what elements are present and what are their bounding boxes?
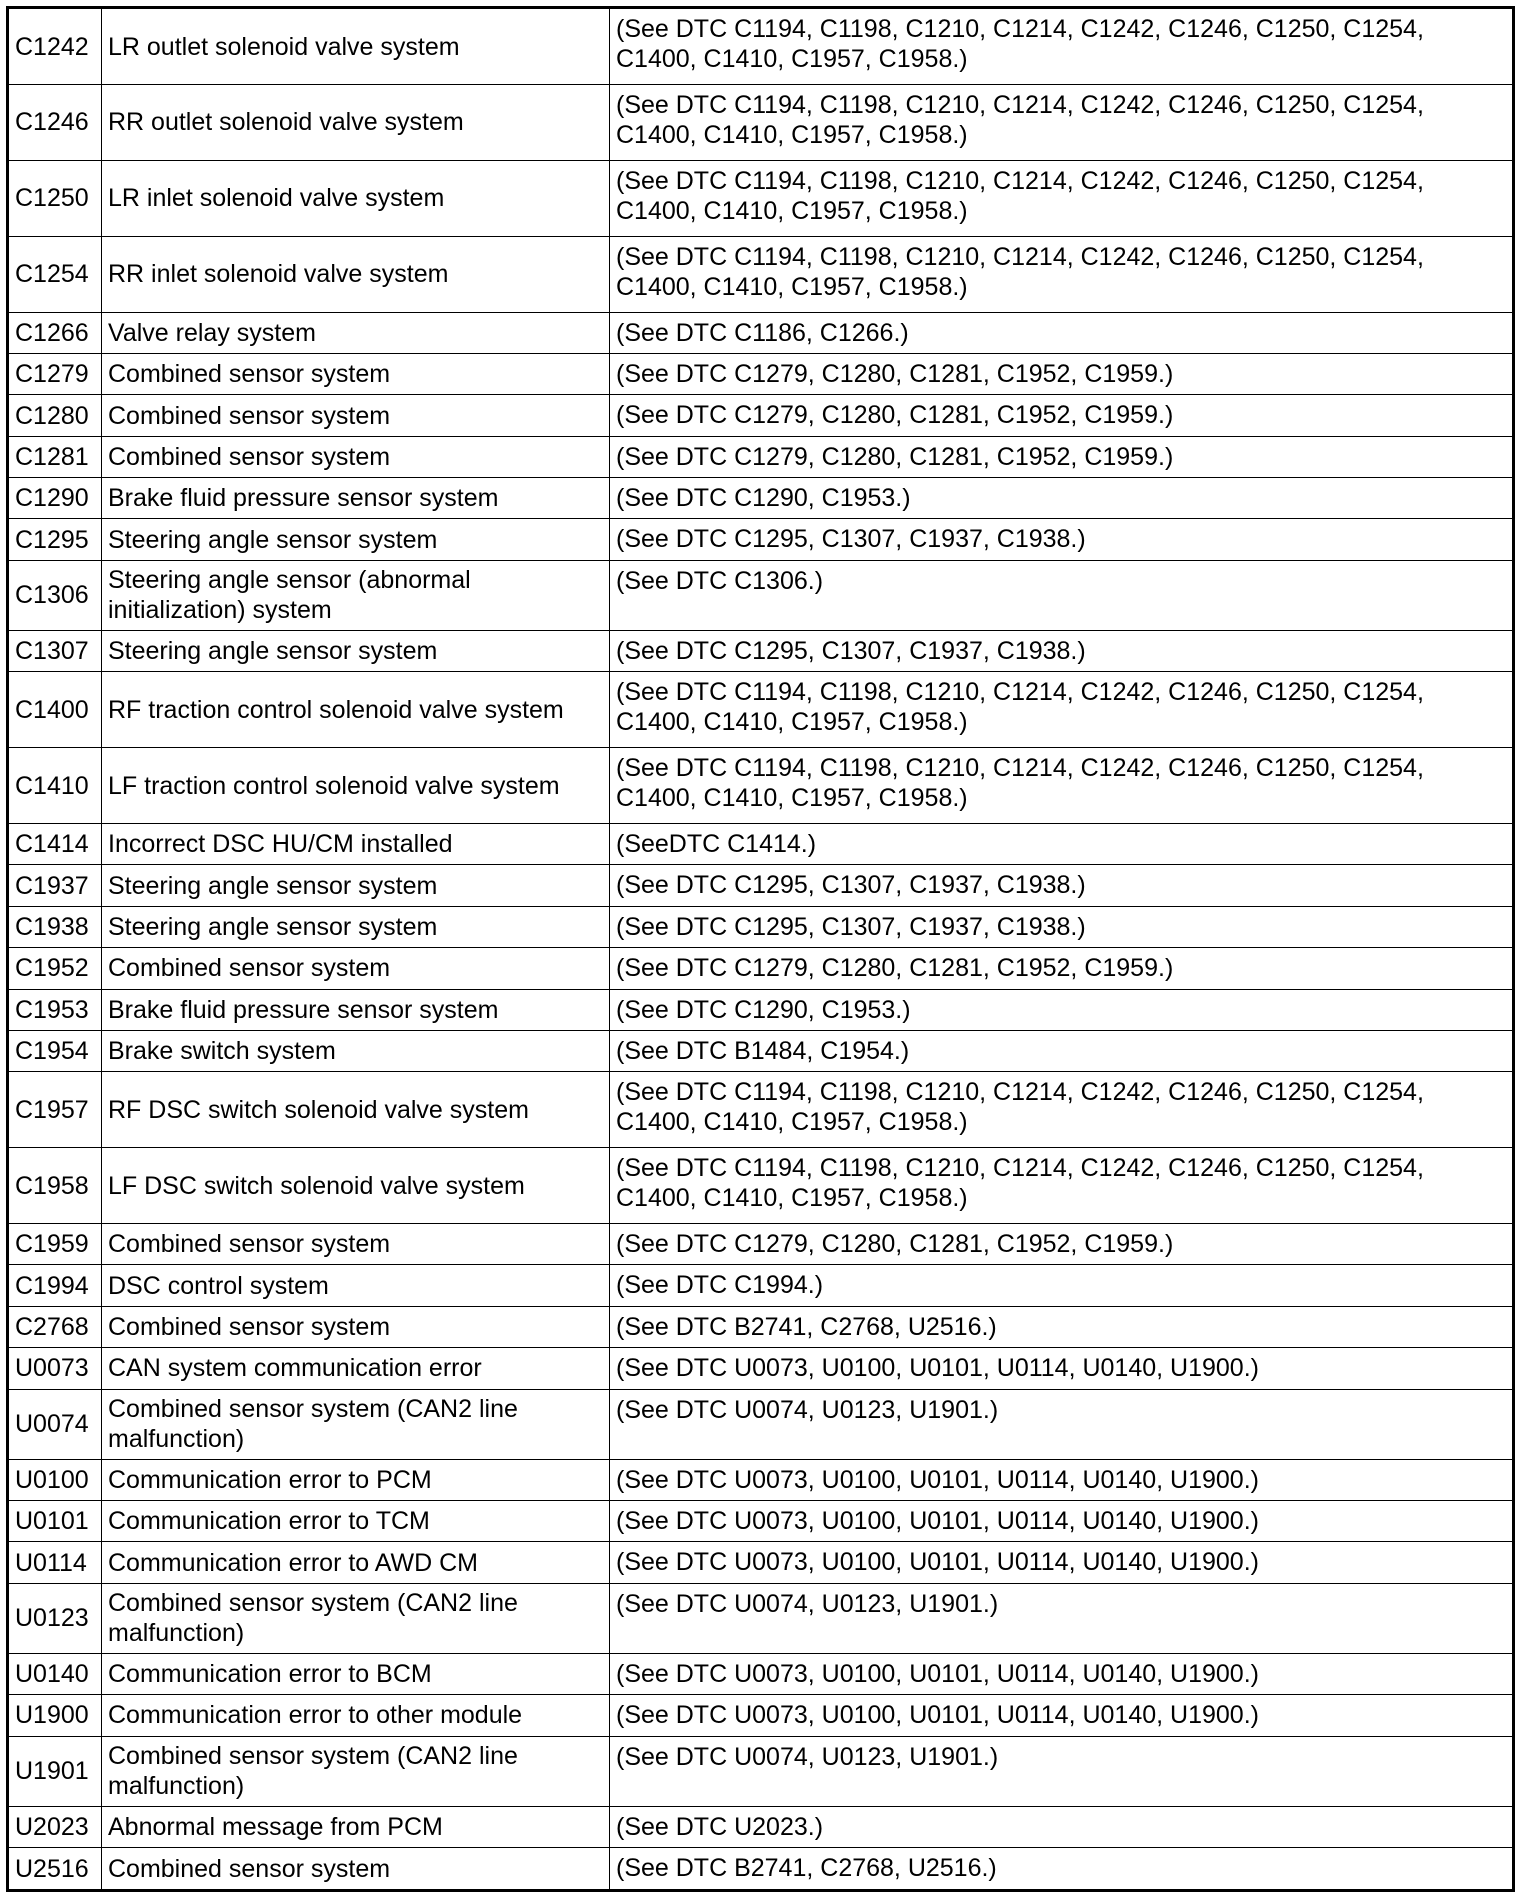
code-cell: C1295 bbox=[8, 519, 102, 560]
table-row bbox=[8, 519, 1514, 560]
table-row bbox=[8, 1583, 1514, 1653]
table-row bbox=[8, 236, 1514, 312]
table-row bbox=[8, 672, 1514, 748]
table-row bbox=[8, 824, 1514, 865]
reference-cell: (See DTC U0074, U0123, U1901.) bbox=[610, 1736, 1514, 1806]
table-row bbox=[8, 1848, 1514, 1891]
code-cell: C1938 bbox=[8, 906, 102, 947]
table-row bbox=[8, 1653, 1514, 1694]
description-cell: Communication error to BCM bbox=[102, 1653, 610, 1694]
table-row bbox=[8, 1695, 1514, 1736]
code-cell: C1290 bbox=[8, 478, 102, 519]
reference-cell: (See DTC C1295, C1307, C1937, C1938.) bbox=[610, 630, 1514, 671]
code-cell: U0123 bbox=[8, 1583, 102, 1653]
reference-cell: (See DTC C1279, C1280, C1281, C1952, C1959.) bbox=[610, 948, 1514, 989]
description-cell: Combined sensor system (CAN2 line malfunction) bbox=[102, 1583, 610, 1653]
dtc-table-body bbox=[8, 8, 1514, 1891]
code-cell: C1400 bbox=[8, 672, 102, 748]
code-cell: C1959 bbox=[8, 1224, 102, 1265]
description-cell: Incorrect DSC HU/CM installed bbox=[102, 824, 610, 865]
code-cell: C2768 bbox=[8, 1306, 102, 1347]
code-cell: U2023 bbox=[8, 1806, 102, 1847]
reference-cell: (See DTC U0074, U0123, U1901.) bbox=[610, 1583, 1514, 1653]
description-cell: LR outlet solenoid valve system bbox=[102, 8, 610, 85]
code-cell: C1952 bbox=[8, 948, 102, 989]
description-cell: Communication error to PCM bbox=[102, 1459, 610, 1500]
reference-cell: (See DTC C1279, C1280, C1281, C1952, C1959.) bbox=[610, 395, 1514, 436]
reference-cell: (See DTC U0073, U0100, U0101, U0114, U0140, U1900.) bbox=[610, 1542, 1514, 1583]
reference-cell: (See DTC C1194, C1198, C1210, C1214, C1242, C1246, C1250, C1254, C1400, C1410, C1957, C1958.) bbox=[610, 672, 1514, 748]
table-row bbox=[8, 748, 1514, 824]
code-cell: C1958 bbox=[8, 1148, 102, 1224]
description-cell: Steering angle sensor system bbox=[102, 519, 610, 560]
reference-cell: (See DTC U2023.) bbox=[610, 1806, 1514, 1847]
description-cell: Combined sensor system (CAN2 line malfunction) bbox=[102, 1736, 610, 1806]
description-cell: LF traction control solenoid valve system bbox=[102, 748, 610, 824]
reference-cell: (See DTC C1306.) bbox=[610, 560, 1514, 630]
description-cell: Communication error to AWD CM bbox=[102, 1542, 610, 1583]
reference-cell: (See DTC C1194, C1198, C1210, C1214, C1242, C1246, C1250, C1254, C1400, C1410, C1957, C1958.) bbox=[610, 160, 1514, 236]
table-row bbox=[8, 1501, 1514, 1542]
description-cell: DSC control system bbox=[102, 1265, 610, 1306]
code-cell: C1281 bbox=[8, 436, 102, 477]
table-row bbox=[8, 8, 1514, 85]
description-cell: Combined sensor system bbox=[102, 436, 610, 477]
table-row bbox=[8, 1542, 1514, 1583]
code-cell: C1306 bbox=[8, 560, 102, 630]
table-row bbox=[8, 948, 1514, 989]
table-row bbox=[8, 353, 1514, 394]
code-cell: C1953 bbox=[8, 989, 102, 1030]
table-row bbox=[8, 1072, 1514, 1148]
reference-cell: (See DTC C1994.) bbox=[610, 1265, 1514, 1306]
table-row bbox=[8, 1306, 1514, 1347]
description-cell: LR inlet solenoid valve system bbox=[102, 160, 610, 236]
reference-cell: (See DTC C1295, C1307, C1937, C1938.) bbox=[610, 906, 1514, 947]
description-cell: Abnormal message from PCM bbox=[102, 1806, 610, 1847]
reference-cell: (See DTC C1295, C1307, C1937, C1938.) bbox=[610, 519, 1514, 560]
table-row bbox=[8, 1348, 1514, 1389]
reference-cell: (See DTC B2741, C2768, U2516.) bbox=[610, 1306, 1514, 1347]
code-cell: U1901 bbox=[8, 1736, 102, 1806]
description-cell: Valve relay system bbox=[102, 312, 610, 353]
reference-cell: (See DTC C1279, C1280, C1281, C1952, C1959.) bbox=[610, 1224, 1514, 1265]
description-cell: Combined sensor system bbox=[102, 1306, 610, 1347]
reference-cell: (See DTC C1194, C1198, C1210, C1214, C1242, C1246, C1250, C1254, C1400, C1410, C1957, C1958.) bbox=[610, 85, 1514, 161]
description-cell: RR inlet solenoid valve system bbox=[102, 236, 610, 312]
code-cell: C1242 bbox=[8, 8, 102, 85]
description-cell: Combined sensor system bbox=[102, 353, 610, 394]
code-cell: U2516 bbox=[8, 1848, 102, 1891]
table-row bbox=[8, 906, 1514, 947]
description-cell: Communication error to other module bbox=[102, 1695, 610, 1736]
table-row bbox=[8, 1806, 1514, 1847]
code-cell: U0101 bbox=[8, 1501, 102, 1542]
code-cell: C1246 bbox=[8, 85, 102, 161]
code-cell: U1900 bbox=[8, 1695, 102, 1736]
reference-cell: (See DTC C1290, C1953.) bbox=[610, 478, 1514, 519]
code-cell: C1279 bbox=[8, 353, 102, 394]
code-cell: C1250 bbox=[8, 160, 102, 236]
description-cell: Brake fluid pressure sensor system bbox=[102, 989, 610, 1030]
reference-cell: (See DTC C1194, C1198, C1210, C1214, C1242, C1246, C1250, C1254, C1400, C1410, C1957, C1958.) bbox=[610, 1148, 1514, 1224]
reference-cell: (SeeDTC C1414.) bbox=[610, 824, 1514, 865]
table-row bbox=[8, 630, 1514, 671]
reference-cell: (See DTC C1279, C1280, C1281, C1952, C1959.) bbox=[610, 436, 1514, 477]
code-cell: C1957 bbox=[8, 1072, 102, 1148]
code-cell: C1266 bbox=[8, 312, 102, 353]
reference-cell: (See DTC U0073, U0100, U0101, U0114, U0140, U1900.) bbox=[610, 1459, 1514, 1500]
code-cell: C1954 bbox=[8, 1030, 102, 1071]
description-cell: Combined sensor system bbox=[102, 948, 610, 989]
code-cell: C1994 bbox=[8, 1265, 102, 1306]
table-row bbox=[8, 395, 1514, 436]
description-cell: Combined sensor system bbox=[102, 1224, 610, 1265]
code-cell: U0100 bbox=[8, 1459, 102, 1500]
reference-cell: (See DTC B2741, C2768, U2516.) bbox=[610, 1848, 1514, 1891]
description-cell: Communication error to TCM bbox=[102, 1501, 610, 1542]
table-row bbox=[8, 1030, 1514, 1071]
table-row bbox=[8, 478, 1514, 519]
description-cell: Brake switch system bbox=[102, 1030, 610, 1071]
table-row bbox=[8, 1459, 1514, 1500]
code-cell: C1307 bbox=[8, 630, 102, 671]
table-row bbox=[8, 85, 1514, 161]
description-cell: Steering angle sensor system bbox=[102, 865, 610, 906]
table-row bbox=[8, 1265, 1514, 1306]
reference-cell: (See DTC C1279, C1280, C1281, C1952, C1959.) bbox=[610, 353, 1514, 394]
code-cell: U0074 bbox=[8, 1389, 102, 1459]
description-cell: Steering angle sensor system bbox=[102, 630, 610, 671]
description-cell: RF DSC switch solenoid valve system bbox=[102, 1072, 610, 1148]
table-row bbox=[8, 1148, 1514, 1224]
code-cell: C1410 bbox=[8, 748, 102, 824]
table-row bbox=[8, 1736, 1514, 1806]
reference-cell: (See DTC C1186, C1266.) bbox=[610, 312, 1514, 353]
reference-cell: (See DTC C1194, C1198, C1210, C1214, C1242, C1246, C1250, C1254, C1400, C1410, C1957, C1958.) bbox=[610, 748, 1514, 824]
description-cell: Combined sensor system bbox=[102, 395, 610, 436]
description-cell: RR outlet solenoid valve system bbox=[102, 85, 610, 161]
description-cell: RF traction control solenoid valve system bbox=[102, 672, 610, 748]
dtc-table bbox=[6, 6, 1515, 1892]
code-cell: C1254 bbox=[8, 236, 102, 312]
reference-cell: (See DTC U0073, U0100, U0101, U0114, U0140, U1900.) bbox=[610, 1501, 1514, 1542]
table-row bbox=[8, 436, 1514, 477]
description-cell: Combined sensor system bbox=[102, 1848, 610, 1891]
description-cell: LF DSC switch solenoid valve system bbox=[102, 1148, 610, 1224]
table-row bbox=[8, 160, 1514, 236]
description-cell: Brake fluid pressure sensor system bbox=[102, 478, 610, 519]
table-row bbox=[8, 312, 1514, 353]
table-row bbox=[8, 560, 1514, 630]
reference-cell: (See DTC U0073, U0100, U0101, U0114, U0140, U1900.) bbox=[610, 1695, 1514, 1736]
description-cell: CAN system communication error bbox=[102, 1348, 610, 1389]
table-row bbox=[8, 865, 1514, 906]
code-cell: C1937 bbox=[8, 865, 102, 906]
code-cell: C1280 bbox=[8, 395, 102, 436]
code-cell: C1414 bbox=[8, 824, 102, 865]
code-cell: U0140 bbox=[8, 1653, 102, 1694]
table-row bbox=[8, 1389, 1514, 1459]
table-row bbox=[8, 989, 1514, 1030]
reference-cell: (See DTC C1295, C1307, C1937, C1938.) bbox=[610, 865, 1514, 906]
reference-cell: (See DTC C1194, C1198, C1210, C1214, C1242, C1246, C1250, C1254, C1400, C1410, C1957, C1958.) bbox=[610, 236, 1514, 312]
code-cell: U0114 bbox=[8, 1542, 102, 1583]
reference-cell: (See DTC C1194, C1198, C1210, C1214, C1242, C1246, C1250, C1254, C1400, C1410, C1957, C1958.) bbox=[610, 8, 1514, 85]
reference-cell: (See DTC C1194, C1198, C1210, C1214, C1242, C1246, C1250, C1254, C1400, C1410, C1957, C1958.) bbox=[610, 1072, 1514, 1148]
description-cell: Steering angle sensor (abnormal initialization) system bbox=[102, 560, 610, 630]
code-cell: U0073 bbox=[8, 1348, 102, 1389]
reference-cell: (See DTC U0073, U0100, U0101, U0114, U0140, U1900.) bbox=[610, 1348, 1514, 1389]
reference-cell: (See DTC C1290, C1953.) bbox=[610, 989, 1514, 1030]
description-cell: Steering angle sensor system bbox=[102, 906, 610, 947]
reference-cell: (See DTC U0074, U0123, U1901.) bbox=[610, 1389, 1514, 1459]
table-row bbox=[8, 1224, 1514, 1265]
description-cell: Combined sensor system (CAN2 line malfunction) bbox=[102, 1389, 610, 1459]
reference-cell: (See DTC B1484, C1954.) bbox=[610, 1030, 1514, 1071]
reference-cell: (See DTC U0073, U0100, U0101, U0114, U0140, U1900.) bbox=[610, 1653, 1514, 1694]
